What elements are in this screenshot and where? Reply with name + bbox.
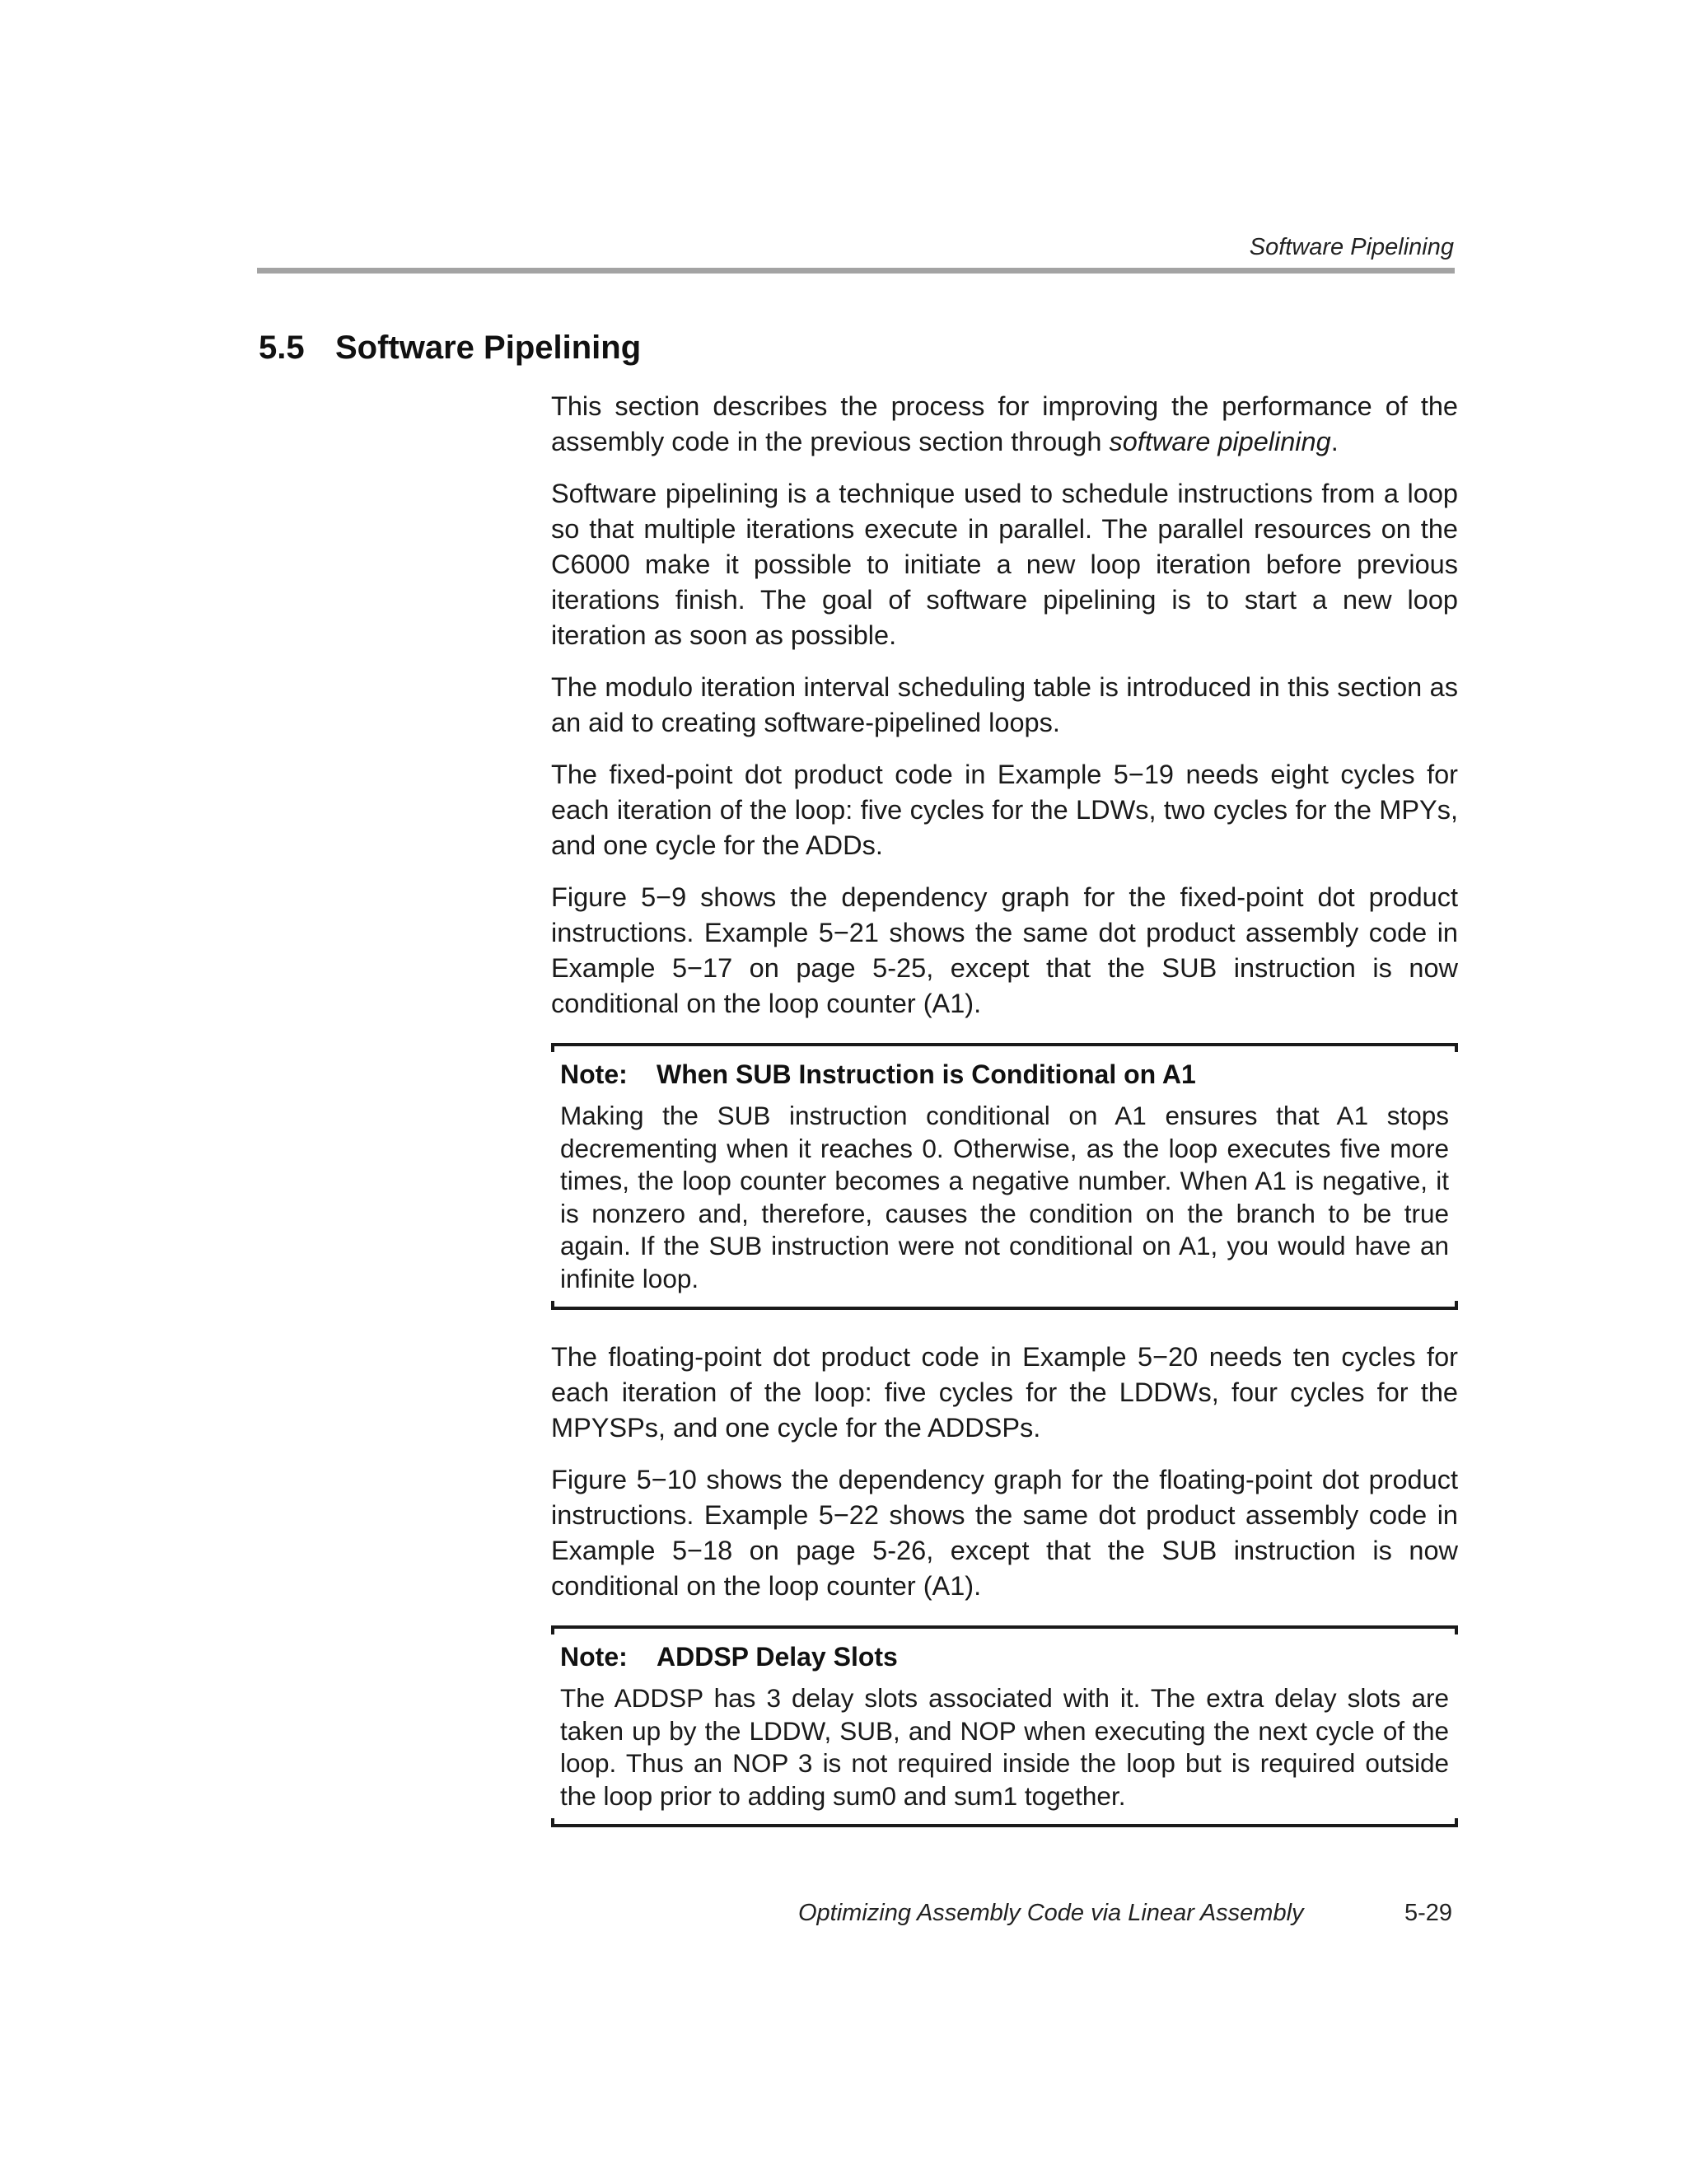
note-label: Note:	[560, 1059, 628, 1089]
section-number: 5.5	[259, 330, 305, 366]
paragraph: Software pipelining is a technique used to schedule instructions from a loop so that multiple iterations execute in parallel. The parallel resources on the C6000 make it possible to initiate a new loop iteration before previous iterations finish. The goal of software pipelining is to start a new loop iteration as soon as possible.	[551, 479, 1458, 650]
note-title	[560, 1642, 1449, 1672]
note-bottom-rule	[551, 1824, 1458, 1827]
paragraph-intro	[551, 389, 1458, 460]
note-body: Making the SUB instruction conditional on A1 ensures that A1 stops decrementing when it reaches 0. Otherwise, as the loop executes five more times, the loop counter becomes a negative number. When A1 is negative, it is nonzero and, therefore, causes the condition on the branch to be true again. If the SUB instruction were not conditional on A1, you would have an infinite loop.	[560, 1101, 1449, 1293]
note-corner-tick	[1455, 1043, 1458, 1052]
footer-title: Optimizing Assembly Code via Linear Assembly	[798, 1900, 1304, 1926]
section-heading	[259, 330, 641, 367]
note-top-rule	[551, 1043, 1458, 1046]
note-corner-tick	[551, 1625, 554, 1634]
note-corner-tick	[551, 1043, 554, 1052]
note-heading: ADDSP Delay Slots	[657, 1642, 898, 1672]
paragraph: The fixed-point dot product code in Example 5−19 needs eight cycles for each iteration of the loop: five cycles for the LDWs, two cycles for the MPYs, and one cycle for the ADDs.	[551, 760, 1458, 860]
paragraph-intro-text: This section describes the process for improving the performance of the assembly code in the previous section through	[551, 391, 1458, 456]
paragraph: The floating-point dot product code in Example 5−20 needs ten cycles for each iteration of the loop: five cycles for the LDDWs, four cycles for the MPYSPs, and one cycle for the ADDSPs.	[551, 1342, 1458, 1443]
header-rule	[257, 268, 1455, 274]
note-top-rule	[551, 1625, 1458, 1629]
paragraph-intro-end: .	[1330, 427, 1339, 456]
paragraph: Figure 5−9 shows the dependency graph for the fixed-point dot product instructions. Example 5−21 shows the same dot product assembly code in Example 5−17 on page 5-25, except that the SUB instruction is now conditional on the loop counter (A1).	[551, 882, 1458, 1018]
section-title: Software Pipelining	[335, 330, 642, 366]
note-box-sub-conditional	[551, 1043, 1458, 1310]
running-header: Software Pipelining	[1249, 234, 1454, 260]
note-bottom-rule	[551, 1307, 1458, 1310]
page-number: 5-29	[1404, 1900, 1453, 1926]
paragraph: The modulo iteration interval scheduling table is introduced in this section as an aid to creating software-pipelined loops.	[551, 672, 1458, 737]
note-label: Note:	[560, 1642, 628, 1672]
paragraph: Figure 5−10 shows the dependency graph for the floating-point dot product instructions. Example 5−22 shows the same dot product assembly code in Example 5−18 on page 5-26, except that the SUB instruction is now conditional on the loop counter (A1).	[551, 1465, 1458, 1601]
note-box-addsp-delay	[551, 1625, 1458, 1827]
note-heading: When SUB Instruction is Conditional on A1	[657, 1059, 1196, 1089]
emphasis-term: software pipelining	[1109, 427, 1331, 456]
body-text	[551, 389, 1458, 1857]
note-body: The ADDSP has 3 delay slots associated with it. The extra delay slots are taken up by the LDDW, SUB, and NOP when executing the next cycle of the loop. Thus an NOP 3 is not required inside the loop but is required outside the loop prior to adding sum0 and sum1 together.	[560, 1683, 1449, 1811]
note-title	[560, 1059, 1449, 1090]
note-corner-tick	[1455, 1625, 1458, 1634]
